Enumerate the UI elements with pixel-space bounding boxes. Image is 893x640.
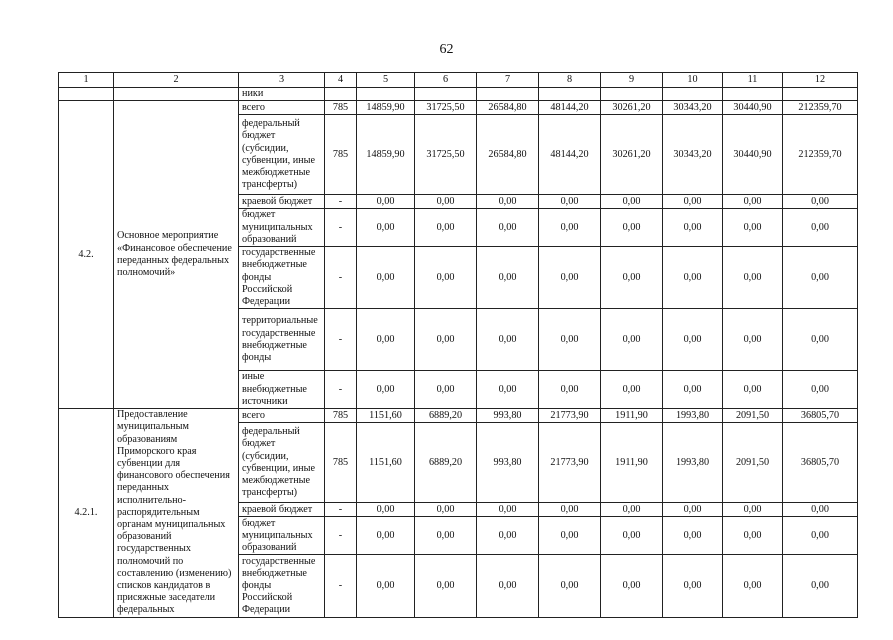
value-cell: 0,00	[477, 195, 539, 209]
value-cell: 26584,80	[477, 115, 539, 195]
source-cell: государственные внебюджетные фонды Российской Федерации	[239, 247, 325, 309]
empty-cell	[723, 88, 783, 101]
value-cell: 1911,90	[601, 409, 663, 423]
grbs-cell: -	[325, 247, 357, 309]
source-cell: краевой бюджет	[239, 503, 325, 517]
grbs-cell: 785	[325, 115, 357, 195]
grbs-cell: -	[325, 309, 357, 371]
value-cell: 0,00	[783, 309, 858, 371]
value-cell: 0,00	[601, 555, 663, 617]
value-cell: 30440,90	[723, 101, 783, 115]
value-cell: 48144,20	[539, 115, 601, 195]
value-cell: 0,00	[357, 195, 415, 209]
value-cell: 0,00	[477, 517, 539, 555]
value-cell: 26584,80	[477, 101, 539, 115]
value-cell: 0,00	[415, 503, 477, 517]
source-cell: территориальные государственные внебюджетные фонды	[239, 309, 325, 371]
value-cell: 0,00	[477, 371, 539, 409]
empty-cell	[477, 88, 539, 101]
value-cell: 14859,90	[357, 101, 415, 115]
value-cell: 0,00	[723, 517, 783, 555]
value-cell: 0,00	[601, 209, 663, 247]
grbs-cell: 785	[325, 101, 357, 115]
value-cell: 0,00	[783, 517, 858, 555]
value-cell: 0,00	[357, 517, 415, 555]
value-cell: 212359,70	[783, 101, 858, 115]
value-cell: 0,00	[723, 555, 783, 617]
value-cell: 0,00	[663, 195, 723, 209]
source-cell: государственные внебюджетные фонды Российской Федерации	[239, 555, 325, 617]
value-cell: 36805,70	[783, 409, 858, 423]
value-cell: 36805,70	[783, 423, 858, 503]
value-cell: 0,00	[723, 503, 783, 517]
value-cell: 0,00	[415, 247, 477, 309]
budget-table	[58, 72, 858, 618]
value-cell: 0,00	[477, 309, 539, 371]
value-cell: 212359,70	[783, 115, 858, 195]
value-cell: 0,00	[539, 555, 601, 617]
value-cell: 0,00	[357, 555, 415, 617]
grbs-cell: -	[325, 195, 357, 209]
value-cell: 0,00	[539, 371, 601, 409]
value-cell: 0,00	[663, 371, 723, 409]
value-cell: 1151,60	[357, 409, 415, 423]
value-cell: 6889,20	[415, 409, 477, 423]
grbs-cell: -	[325, 555, 357, 617]
value-cell: 0,00	[539, 309, 601, 371]
value-cell: 0,00	[601, 371, 663, 409]
source-cell: всего	[239, 101, 325, 115]
value-cell: 0,00	[357, 309, 415, 371]
column-header: 12	[783, 73, 858, 88]
empty-cell	[539, 88, 601, 101]
value-cell: 0,00	[357, 503, 415, 517]
value-cell: 2091,50	[723, 423, 783, 503]
value-cell: 30343,20	[663, 115, 723, 195]
column-header: 5	[357, 73, 415, 88]
empty-cell	[415, 88, 477, 101]
value-cell: 30261,20	[601, 101, 663, 115]
item-code: 4.2.	[59, 101, 114, 409]
value-cell: 993,80	[477, 423, 539, 503]
value-cell: 0,00	[357, 371, 415, 409]
value-cell: 0,00	[723, 209, 783, 247]
column-header: 6	[415, 73, 477, 88]
source-cell: краевой бюджет	[239, 195, 325, 209]
value-cell: 0,00	[663, 517, 723, 555]
value-cell: 0,00	[539, 517, 601, 555]
value-cell: 0,00	[415, 195, 477, 209]
value-cell: 0,00	[415, 371, 477, 409]
value-cell: 48144,20	[539, 101, 601, 115]
value-cell: 0,00	[477, 503, 539, 517]
value-cell: 0,00	[663, 309, 723, 371]
value-cell: 0,00	[663, 503, 723, 517]
item-name: Основное мероприятие «Финансовое обеспечение переданных федеральных полномочий»	[114, 101, 239, 409]
source-cell: всего	[239, 409, 325, 423]
column-header: 3	[239, 73, 325, 88]
value-cell: 1993,80	[663, 423, 723, 503]
column-header: 8	[539, 73, 601, 88]
value-cell: 31725,50	[415, 101, 477, 115]
continuation-row	[59, 88, 858, 101]
column-header: 2	[114, 73, 239, 88]
value-cell: 0,00	[783, 195, 858, 209]
grbs-cell: -	[325, 503, 357, 517]
empty-cell	[59, 88, 114, 101]
value-cell: 0,00	[723, 195, 783, 209]
value-cell: 0,00	[415, 309, 477, 371]
value-cell: 0,00	[539, 503, 601, 517]
value-cell: 0,00	[663, 555, 723, 617]
table-row	[59, 409, 858, 423]
column-header: 7	[477, 73, 539, 88]
value-cell: 0,00	[539, 209, 601, 247]
item-code: 4.2.1.	[59, 409, 114, 617]
value-cell: 0,00	[357, 247, 415, 309]
column-header: 4	[325, 73, 357, 88]
value-cell: 0,00	[783, 209, 858, 247]
value-cell: 0,00	[477, 247, 539, 309]
value-cell: 0,00	[723, 309, 783, 371]
value-cell: 0,00	[601, 309, 663, 371]
value-cell: 30440,90	[723, 115, 783, 195]
value-cell: 30343,20	[663, 101, 723, 115]
value-cell: 0,00	[783, 555, 858, 617]
value-cell: 0,00	[415, 555, 477, 617]
value-cell: 30261,20	[601, 115, 663, 195]
grbs-cell: -	[325, 209, 357, 247]
page-number: 62	[439, 42, 454, 57]
value-cell: 0,00	[601, 195, 663, 209]
header-row	[59, 73, 858, 88]
value-cell: 0,00	[477, 555, 539, 617]
value-cell: 1911,90	[601, 423, 663, 503]
value-cell: 21773,90	[539, 409, 601, 423]
value-cell: 0,00	[601, 517, 663, 555]
value-cell: 1993,80	[663, 409, 723, 423]
empty-cell	[357, 88, 415, 101]
empty-cell	[114, 88, 239, 101]
value-cell: 993,80	[477, 409, 539, 423]
value-cell: 0,00	[783, 247, 858, 309]
empty-cell	[601, 88, 663, 101]
value-cell: 0,00	[723, 371, 783, 409]
value-cell: 31725,50	[415, 115, 477, 195]
source-cell: бюджет муниципальных образований	[239, 517, 325, 555]
source-cell: ники	[239, 88, 325, 101]
value-cell: 2091,50	[723, 409, 783, 423]
value-cell: 0,00	[723, 247, 783, 309]
column-header: 10	[663, 73, 723, 88]
grbs-cell: -	[325, 371, 357, 409]
source-cell: бюджет муниципальных образований	[239, 209, 325, 247]
source-cell: иные внебюджетные источники	[239, 371, 325, 409]
value-cell: 0,00	[783, 371, 858, 409]
value-cell: 0,00	[477, 209, 539, 247]
table-row	[59, 101, 858, 115]
column-header: 1	[59, 73, 114, 88]
value-cell: 0,00	[539, 195, 601, 209]
value-cell: 21773,90	[539, 423, 601, 503]
value-cell: 0,00	[415, 209, 477, 247]
value-cell: 0,00	[357, 209, 415, 247]
value-cell: 0,00	[663, 209, 723, 247]
empty-cell	[325, 88, 357, 101]
grbs-cell: 785	[325, 423, 357, 503]
empty-cell	[783, 88, 858, 101]
empty-cell	[663, 88, 723, 101]
item-name: Предоставление муниципальным образованиям Приморского края субвенции для финансового обеспечения переданных исполнительно-распорядительным органам муниципальных образований государственных полномочий по составлению (изменению) списков кандидатов в присяжные заседатели федеральных	[114, 409, 239, 617]
grbs-cell: 785	[325, 409, 357, 423]
value-cell: 0,00	[601, 247, 663, 309]
column-header: 9	[601, 73, 663, 88]
value-cell: 0,00	[783, 503, 858, 517]
value-cell: 0,00	[601, 503, 663, 517]
grbs-cell: -	[325, 517, 357, 555]
source-cell: федеральный бюджет (субсидии, субвенции, иные межбюджетные трансферты)	[239, 115, 325, 195]
value-cell: 14859,90	[357, 115, 415, 195]
column-header: 11	[723, 73, 783, 88]
source-cell: федеральный бюджет (субсидии, субвенции, иные межбюджетные трансферты)	[239, 423, 325, 503]
value-cell: 0,00	[415, 517, 477, 555]
value-cell: 0,00	[663, 247, 723, 309]
value-cell: 1151,60	[357, 423, 415, 503]
value-cell: 0,00	[539, 247, 601, 309]
value-cell: 6889,20	[415, 423, 477, 503]
